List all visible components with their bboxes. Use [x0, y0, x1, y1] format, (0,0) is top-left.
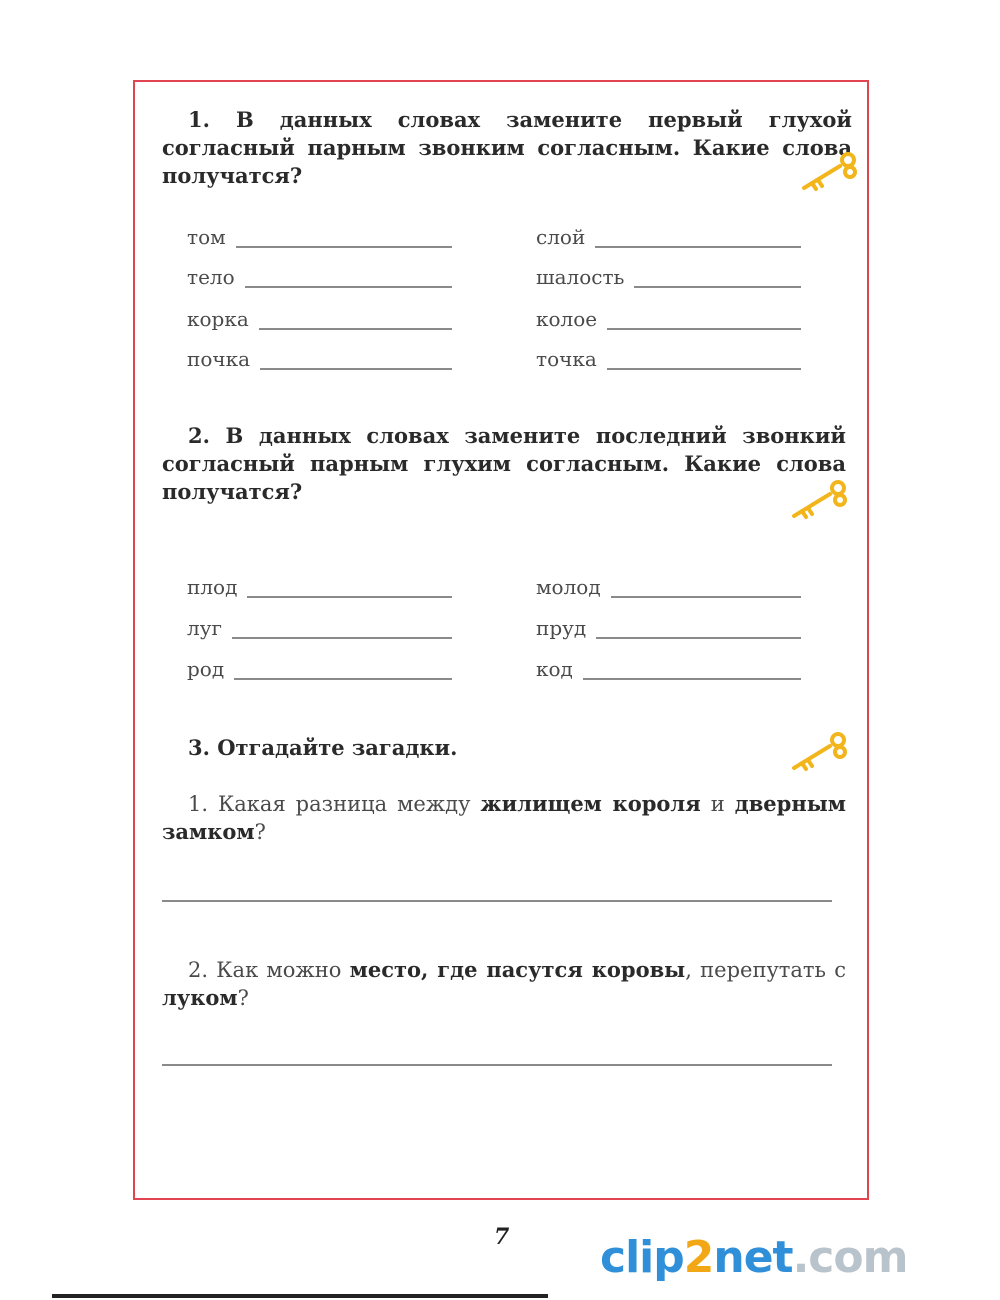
- riddle-1-answer-line[interactable]: [162, 900, 832, 902]
- task1-row-right-2: [536, 262, 801, 288]
- watermark-text: .com: [792, 1232, 908, 1283]
- task3-title: [188, 734, 588, 762]
- riddle-2-bold: луком: [162, 985, 238, 1010]
- answer-blank[interactable]: [607, 350, 801, 370]
- task1-row-right-1: [536, 222, 801, 248]
- key-icon: [790, 730, 852, 776]
- riddle-2-answer-line[interactable]: [162, 1064, 832, 1066]
- answer-blank[interactable]: [259, 310, 452, 330]
- task1-text: В данных словах замените первый глухой согласный парным звонким согласным. Какие слова получатся?: [162, 107, 853, 188]
- task1-row-left-1: [187, 222, 452, 248]
- task1-row-right-4: [536, 344, 801, 370]
- word: молод: [536, 575, 601, 599]
- word: плод: [187, 575, 238, 599]
- answer-blank[interactable]: [236, 228, 452, 248]
- key-icon: [800, 150, 862, 196]
- bottom-rule: [52, 1294, 548, 1298]
- riddle-2-text: Как можно: [216, 958, 342, 982]
- word: слой: [536, 225, 586, 249]
- answer-blank[interactable]: [607, 310, 801, 330]
- riddle-1-bold: дверным замком: [162, 791, 846, 844]
- answer-blank[interactable]: [634, 268, 801, 288]
- task1-title: [162, 106, 852, 190]
- task1-row-left-3: [187, 304, 452, 330]
- answer-blank[interactable]: [611, 578, 801, 598]
- answer-blank[interactable]: [595, 228, 801, 248]
- answer-blank[interactable]: [245, 268, 452, 288]
- answer-blank[interactable]: [260, 350, 452, 370]
- task3-number: 3.: [188, 735, 210, 760]
- watermark-text: net: [713, 1232, 793, 1283]
- word: тело: [187, 265, 235, 289]
- task2-row-right-3: [536, 654, 801, 680]
- riddle-1-number: 1.: [188, 792, 209, 816]
- page-number: 7: [494, 1224, 510, 1250]
- task2-row-right-2: [536, 613, 801, 639]
- task2-number: 2.: [188, 423, 210, 448]
- riddle-1-bold: жилищем короля: [480, 791, 701, 816]
- answer-blank[interactable]: [583, 660, 801, 680]
- answer-blank[interactable]: [596, 619, 801, 639]
- task1-row-left-2: [187, 262, 452, 288]
- page-frame: [133, 80, 869, 1200]
- word: корка: [187, 307, 249, 331]
- riddle-1-end: ?: [254, 820, 266, 844]
- watermark-text: clip: [600, 1232, 684, 1283]
- task1-row-left-4: [187, 344, 452, 370]
- riddle-2-number: 2.: [188, 958, 209, 982]
- task2-row-left-3: [187, 654, 452, 680]
- watermark-text: 2: [683, 1232, 714, 1283]
- word: код: [536, 657, 573, 681]
- riddle-1: [162, 790, 846, 846]
- key-icon: [790, 478, 852, 524]
- answer-blank[interactable]: [232, 619, 452, 639]
- task2-row-left-1: [187, 572, 452, 598]
- task2-title: [162, 422, 846, 506]
- word: том: [187, 225, 226, 249]
- watermark: [600, 1232, 907, 1283]
- task3-text: Отгадайте загадки.: [217, 735, 458, 760]
- word: почка: [187, 347, 251, 371]
- word: пруд: [536, 616, 587, 640]
- word: род: [187, 657, 225, 681]
- word: луг: [187, 616, 222, 640]
- riddle-1-text: Какая разница между: [218, 792, 471, 816]
- task1-row-right-3: [536, 304, 801, 330]
- task2-text: В данных словах замените последний звонкий согласный парным глухим согласным. Какие слова получатся?: [162, 423, 846, 504]
- riddle-2-bold: место, где пасутся коровы: [349, 957, 686, 982]
- riddle-2-text: , перепутать с: [685, 958, 846, 982]
- riddle-2: [162, 956, 846, 1012]
- riddle-2-end: ?: [237, 986, 249, 1010]
- word: точка: [536, 347, 597, 371]
- task2-row-left-2: [187, 613, 452, 639]
- word: колое: [536, 307, 598, 331]
- word: шалость: [536, 265, 625, 289]
- task2-row-right-1: [536, 572, 801, 598]
- task1-number: 1.: [188, 107, 210, 132]
- answer-blank[interactable]: [234, 660, 452, 680]
- riddle-1-text: и: [710, 792, 725, 816]
- answer-blank[interactable]: [247, 578, 452, 598]
